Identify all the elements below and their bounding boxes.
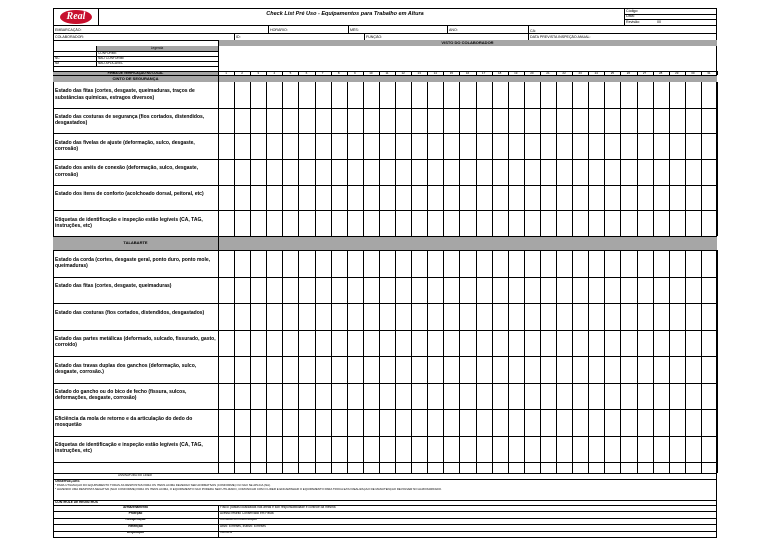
day-number: 22 <box>562 71 566 75</box>
day-number: 23 <box>578 71 582 75</box>
day-number: 12 <box>401 71 405 75</box>
doc-date-label: Data: <box>626 14 635 18</box>
day-number: 11 <box>385 71 389 75</box>
checklist-item: Estado do gancho ou do bico de fecho (fissura, sulcos, deformações, desgaste, corrosão) <box>55 389 187 402</box>
field-embarcacao[interactable]: EMBARCAÇÃO: <box>55 28 82 32</box>
note-1: * PARA UTILIZAÇÃO DO EQUIPAMENTO TODAS AS RESPOSTAS PARA OS ITENS ACIMA DEVERÃO SER AFIRMATIVAS (CONFORME) OU NÃO SE APLICA (NA). <box>55 484 271 487</box>
day-number: 20 <box>530 71 534 75</box>
controle-label: Disposição <box>126 531 144 535</box>
day-number: 6 <box>305 71 308 75</box>
day-number: 30 <box>691 71 695 75</box>
section-cinto-header: CINTO DE SEGURANÇA <box>53 75 218 82</box>
legend-text-3: NÃO APLICÁVEL <box>98 62 123 65</box>
section-cinto-bar <box>218 75 717 82</box>
field-colaborador[interactable]: COLABORADOR: <box>55 35 84 39</box>
company-logo <box>54 9 98 25</box>
legend-text-2: NÃO CONFORME <box>98 57 125 60</box>
signature-label: ASSINATURA DO LÍDER <box>118 474 152 477</box>
field-horario[interactable]: HORÁRIO: <box>270 28 288 32</box>
controle-value: Acesso restrito Conservado em Pasta <box>220 511 274 515</box>
day-number: 21 <box>546 71 550 75</box>
section-talabarte-header: TALABARTE <box>53 236 218 250</box>
day-number: 18 <box>498 71 502 75</box>
day-number: 16 <box>465 71 470 75</box>
day-number: 29 <box>675 71 679 75</box>
day-number: 24 <box>594 71 598 75</box>
day-number: 3 <box>257 71 260 75</box>
legend-text-1: CONFORME <box>98 52 117 55</box>
day-number: 15 <box>449 71 454 75</box>
controle-value: Físico: pastas localizadas nas áreas e sob responsabilidade e controle da mesma <box>220 505 336 509</box>
checklist-item: Eficiência da mola de retorno e da articulação do dedo do mosquetão <box>55 415 193 428</box>
logo-text: Real <box>66 11 86 22</box>
checklist-item: Estado das costuras (fios cortados, distendidos, desgastados) <box>55 309 205 316</box>
legend-title: Legenda <box>96 46 218 51</box>
field-mes[interactable]: MÊS: <box>350 28 359 32</box>
field-funcao[interactable]: FUNÇÃO: <box>366 35 383 39</box>
day-number: 25 <box>610 71 615 75</box>
day-number: 2 <box>241 71 243 75</box>
controle-value: Consulta com Autorização <box>220 518 258 522</box>
checklist-item: Estado das partes metálicas (deformado, sulcado, fissurado, gasto, corroído) <box>55 336 216 349</box>
day-number: 19 <box>514 71 518 75</box>
day-number: 9 <box>353 71 356 75</box>
section-talabarte-bar <box>218 236 717 250</box>
note-2: * HAVENDO UMA RESPOSTA NEGATIVA (NÃO CONFORME) PARA OS ITENS ACIMA, O EQUIPAMENTO NÃO PODERÁ SER UTILIZADO, COMUNICAR COM O LÍDER E ENCAMINHAR O EQUIPAMENTO PARA TROCA E/OU REALIZAÇÃO DE MANUTENÇÃO DEVOLVER NO ALMOXARIFADO. <box>55 488 442 491</box>
checklist-item: Estado das fitas (cortes, desgaste, queimaduras, traços de substâncias químicas, estragos diversos) <box>55 88 195 101</box>
doc-code-label: Código: <box>626 9 639 13</box>
firma-verificacao: FIRMA DE VERIFICAÇÃO NO LOCAL <box>53 71 218 76</box>
field-ca[interactable]: CA: <box>530 29 536 33</box>
day-number: 26 <box>626 71 631 75</box>
day-number: 17 <box>481 71 486 75</box>
controle-title: CONTROLE DE REGISTROS <box>55 501 98 504</box>
checklist-item: Etiquetas de identificação e inspeção estão legíveis (CA, TAG, instruções, etc) <box>55 216 203 229</box>
day-number: 27 <box>642 71 647 75</box>
legend-code-3: NA <box>55 62 60 65</box>
controle-label: Proteção <box>128 511 143 515</box>
checklist-item: Estado das fivelas de ajuste (deformação, sulco, desgaste, corrosão) <box>55 139 195 152</box>
checklist-item: Estado das costuras de segurança (fios cortados, distendidos, desgastados) <box>55 114 205 127</box>
day-number: 14 <box>433 71 437 75</box>
checklist-item: Estado dos anéis de conexão (deformação, sulco, desgaste, corrosão) <box>55 165 199 178</box>
controle-value: Ativo: 6 meses, Inativo: 6 meses <box>220 524 266 528</box>
checklist-item: Estado dos itens de conforto (acolchoado dorsal, peitoral, etc) <box>55 191 204 197</box>
day-number: 7 <box>321 71 324 75</box>
doc-revision-value: 00 <box>657 19 661 24</box>
day-number: 5 <box>289 71 292 75</box>
checklist-item: Estado da corda (cortes, desgaste geral, ponto duro, ponto mole, queimaduras) <box>55 256 211 269</box>
controle-label: Armazenamento <box>123 505 148 509</box>
day-number: 31 <box>707 71 711 75</box>
day-number: 4 <box>273 71 276 75</box>
field-ano[interactable]: ANO: <box>449 28 458 32</box>
day-number: 10 <box>369 71 373 75</box>
legend-code-2: NC <box>55 57 60 60</box>
field-id[interactable]: ID: <box>236 35 241 39</box>
field-data-inspecao[interactable]: DATA PREVISTA INSPEÇÃO ANUAL: <box>530 35 591 39</box>
controle-value: Incinerar <box>220 531 233 535</box>
day-number: 8 <box>337 71 340 75</box>
checklist-item: Estado das fitas (cortes, desgaste, queimaduras) <box>55 283 172 290</box>
controle-label: Recuperação <box>125 518 146 522</box>
controle-label: Retenção <box>128 524 143 528</box>
checklist-item: Etiquetas de identificação e inspeção estão legíveis (CA, TAG, instruções, etc) <box>55 442 203 455</box>
page-title: Check List Pré Uso - Equipamentos para Trabalho em Altura <box>266 11 424 17</box>
doc-revision-label: Revisão: <box>626 19 640 24</box>
day-number: 1 <box>225 71 227 75</box>
day-number: 13 <box>417 71 421 75</box>
checklist-item: Estado das travas duplas dos ganchos (deformação, sulco, desgaste, corrosão.) <box>55 362 197 375</box>
visto-colaborador-header: VISTO DO COLABORADOR <box>218 40 717 46</box>
observacoes-title: OBSERVAÇÕES <box>55 480 80 483</box>
day-number: 28 <box>658 71 663 75</box>
